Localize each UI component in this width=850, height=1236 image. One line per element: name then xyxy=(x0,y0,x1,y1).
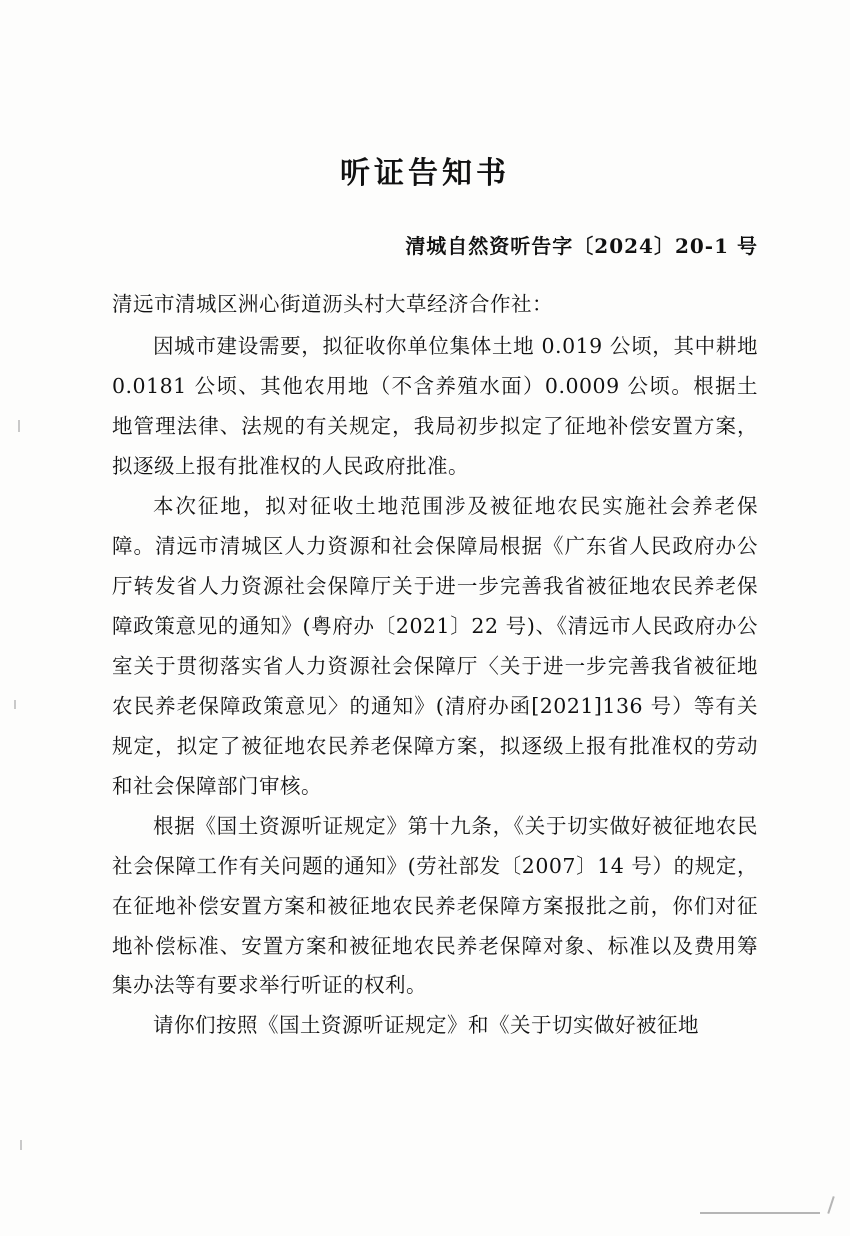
document-body xyxy=(0,285,850,1046)
body-paragraph: 请你们按照《国土资源听证规定》和《关于切实做好被征地 xyxy=(153,1013,699,1038)
scan-artifact-mark xyxy=(827,1196,834,1214)
scan-artifact-mark xyxy=(18,420,20,432)
body-paragraph: 本次征地，拟对征收土地范围涉及被征地农民实施社会养老保障。清远市清城区人力资源和社会保障局根据《广东省人民政府办公厅转发省人力资源社会保障厅关于进一步完善我省被征地农民养老保障政策意见的通知》(粤府办〔2021〕22 号)、《清远市人民政府办公室关于贯彻落实省人力资源社会保障厅〈关于进一步完善我省被征地农民养老保障政策意见〉的通知》(清府办函[2021]136 号）等有关规定，拟定了被征地农民养老保障方案，拟逐级上报有批准权的劳动和社会保障部门审核。 xyxy=(112,493,758,798)
document-number: 清城自然资听告字〔2024〕20-1 号 xyxy=(405,234,758,258)
scan-artifact-mark xyxy=(700,1212,820,1214)
salutation: 清远市清城区洲心街道沥头村大草经济合作社： xyxy=(112,292,553,316)
scan-artifact-mark xyxy=(20,1140,22,1150)
scan-artifact-mark xyxy=(14,700,16,709)
body-paragraph: 根据《国土资源听证规定》第十九条，《关于切实做好被征地农民社会保障工作有关问题的通知》(劳社部发〔2007〕14 号）的规定，在征地补偿安置方案和被征地农民养老保障方案报批之前，你们对征地补偿标准、安置方案和被征地农民养老保障对象、标准以及费用筹集办法等有要求举行听证的权利。 xyxy=(112,813,758,998)
page-title: 听证告知书 xyxy=(340,156,510,191)
body-paragraph: 因城市建设需要，拟征收你单位集体土地 0.019 公顷，其中耕地 0.0181 公顷、其他农用地（不含养殖水面）0.0009 公顷。根据土地管理法律、法规的有关规定，我局初步拟定了征地补偿安置方案，拟逐级上报有批准权的人民政府批准。 xyxy=(112,333,758,478)
